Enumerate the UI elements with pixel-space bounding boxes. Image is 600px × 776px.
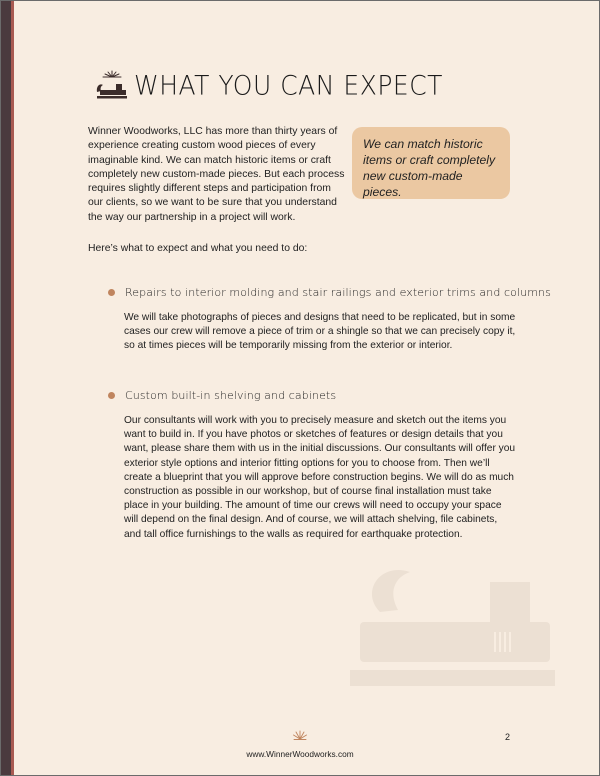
hand-plane-watermark-icon xyxy=(340,552,560,712)
section-shelving-body: Our consultants will work with you to precisely measure and sketch out the items you want to build in. If you have photos or sketches of features or design details that you want, please share them with us in the initial discussions. Our consultants will offer you exterior style options and interior fitting options for you to choose from. Then we’ll create a blueprint that you will approve before construction begins. We will do as much construction as possible in our workshop, but of course final installation must take place in your building. The amount of time our crews will need to occupy your space will depend on the final design. And of course, we will attach shelving, file cabinets, and tall office furnishings to the walls as required for earthquake protection. xyxy=(124,415,516,540)
pullquote: We can match historic items or craft completely new custom-made pieces. xyxy=(352,127,510,199)
section-shelving-heading xyxy=(108,389,336,402)
section-heading-text: Custom built-in shelving and cabinets xyxy=(125,389,337,402)
page-heading xyxy=(94,62,443,102)
hand-plane-sunburst-icon xyxy=(94,68,130,102)
section-repairs-body: We will take photographs of pieces and designs that need to be replicated, but in some cases our crew will remove a piece of trim or a shingle so that we can precisely copy it, so at times pieces will be temporarily missing from the exterior or interior. xyxy=(124,312,516,352)
lead-text: Here’s what to expect and what you need to do: xyxy=(88,243,308,254)
left-accent-bar xyxy=(0,0,11,776)
page-number: 2 xyxy=(505,732,511,742)
intro-paragraph: Winner Woodworks, LLC has more than thirty years of experience creating custom wood pieces of every imaginable kind. We can match historic items or craft completely new custom-made pieces. But each process requires slightly different steps and participation from our clients, so we want to be sure that you understand the way our partnership in a project will work. xyxy=(88,126,345,223)
sunburst-icon xyxy=(292,729,308,741)
section-heading-text: Repairs to interior molding and stair railings and exterior trims and columns xyxy=(125,286,551,299)
bullet-dot xyxy=(108,392,115,399)
footer-url[interactable]: www.WinnerWoodworks.com xyxy=(246,749,354,759)
bullet-dot xyxy=(108,289,115,296)
left-accent-line xyxy=(11,0,14,776)
section-repairs-heading xyxy=(108,286,551,299)
page-title: WHAT YOU CAN EXPECT xyxy=(134,69,443,101)
